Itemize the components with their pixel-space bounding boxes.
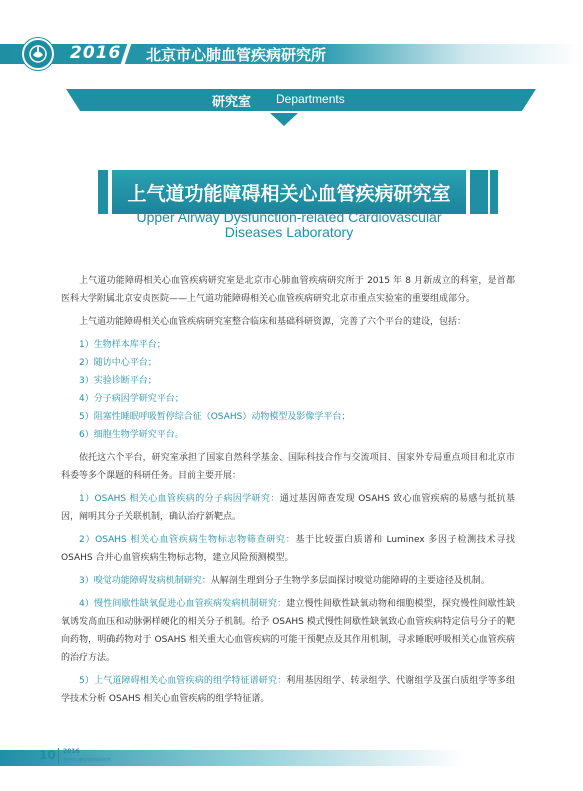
research-item-lead: 5）上气道障碍相关心血管疾病的组学特征谱研究：: [79, 676, 287, 686]
footer-divider: [58, 748, 59, 764]
platform-item: 2）随访中心平台；: [79, 358, 157, 368]
footer-org: 北京市心肺血管疾病研究所: [63, 757, 111, 762]
platform-item: 1）生物样本库平台；: [79, 340, 166, 350]
lab-title-en: [112, 210, 466, 240]
research-item-text: 基于比较蛋白质谱和 Luminex 多因子检测技术寻找 OSAHS 合并心血管疾病生物标志物，建立风险预测模型。: [61, 535, 515, 563]
page-number: 10: [39, 748, 56, 762]
research-item-lead: 4）慢性间歇性缺氧促进心血管疾病发病机制研究：: [79, 599, 287, 609]
research-item-lead: 1）OSAHS 相关心血管疾病的分子病因学研究：: [79, 494, 280, 504]
lab-title-en-line2: Diseases Laboratory: [224, 224, 354, 240]
research-item-3: [61, 572, 515, 590]
research-item-text: 利用基因组学、转录组学、代谢组学及蛋白质组学等多组学技术分析 OSAHS 相关心血管疾病的组学特征谱。: [61, 676, 515, 704]
research-intro: 依托这六个平台，研究室承担了国家自然科学基金、国际科技合作与交流项目、国家外专局重点项目和北京市科委等多个课题的科研任务。目前主要开展：: [61, 453, 515, 481]
research-item-5: [61, 672, 515, 708]
lab-title-decoration-right-2: [490, 170, 498, 214]
research-item-lead: 3）嗅觉功能障碍发病机制研究：: [79, 576, 211, 586]
research-item-4: [61, 595, 515, 667]
intro-paragraph: 上气道功能障碍相关心血管疾病研究室是北京市心肺血管疾病研究所于 2015 年 8 月新成立的科室，是首都医科大学附属北京安贞医院——上气道功能障碍相关心血管疾病研究北京市重点实验室的重要组成部分。: [61, 276, 515, 304]
article-body: [61, 272, 515, 713]
research-item-2: [61, 531, 515, 567]
header-year: 2016: [70, 43, 122, 63]
section-arrow-icon: [270, 113, 298, 126]
platform-item: 4）分子病因学研究平台；: [79, 394, 184, 404]
lab-title-decoration-left: [98, 170, 108, 214]
platform-item: 3）实验诊断平台；: [79, 376, 157, 386]
research-item-text: 通过基因筛查发现 OSAHS 致心血管疾病的易感与抵抗基因，阐明其分子关联机制，确认治疗新靶点。: [61, 494, 515, 522]
lab-title-decoration-right: [470, 170, 488, 214]
platform-item: 5）阻塞性睡眠呼吸暂停综合征（OSAHS）动物模型及影像学平台；: [79, 412, 351, 422]
lab-title-en-line1: Upper Airway Dysfunction-related Cardiovascular: [136, 209, 442, 225]
section-title-cn: 研究室: [212, 95, 252, 110]
platform-list: [61, 336, 515, 444]
section-title-en: Departments: [276, 92, 345, 106]
lab-title-cn: 上气道功能障碍相关心血管疾病研究室: [127, 183, 451, 205]
platform-item: 6）细胞生物学研究平台。: [79, 430, 184, 440]
header-title: 北京市心肺血管疾病研究所: [146, 46, 327, 64]
research-item-1: [61, 490, 515, 526]
footer-year: 2016: [63, 748, 80, 755]
platforms-intro: 上气道功能障碍相关心血管疾病研究室整合临床和基础科研资源，完善了六个平台的建设，包括：: [79, 317, 467, 327]
research-item-text: 从解剖生理到分子生物学多层面探讨嗅觉功能障碍的主要途径及机制。: [210, 576, 490, 586]
research-item-text: 建立慢性间歇性缺氧动物和细胞模型，探究慢性间歇性缺氧诱发高血压和动脉粥样硬化的相关分子机制。给予 OSAHS 模式慢性间歇性缺氧致心血管疾病特定信号分子的靶向药物，明确药物对于 OSAHS 相关重大心血管疾病的可能干预靶点及其作用机制，寻求睡眠呼吸相关心血管疾病的治疗方法。: [61, 599, 515, 663]
research-item-lead: 2）OSAHS 相关心血管疾病生物标志物筛查研究：: [79, 535, 296, 545]
institute-logo-icon: [22, 38, 54, 70]
page-header: [0, 38, 583, 70]
